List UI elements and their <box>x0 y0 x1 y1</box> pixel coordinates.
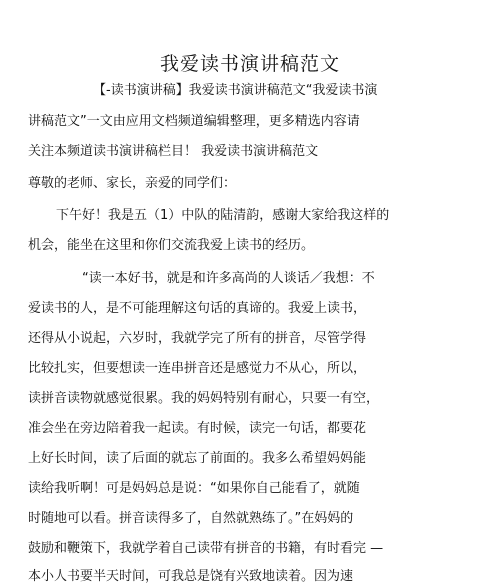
paragraph-line: 读拼音读物就感觉很累。我的妈妈特别有耐心，只要一有空， <box>28 391 380 406</box>
paragraph-line: 准会坐在旁边陪着我一起读。有时候，读完一句话，都要花 <box>28 421 367 436</box>
paragraph-line: 下午好！我是五（1）中队的陆清韵，感谢大家给我这样的 <box>56 208 390 223</box>
intro-line: 讲稿范文”一文由应用文档频道编辑整理，更多精选内容请 <box>28 114 360 129</box>
paragraph-line: 本小人书要半天时间，可我总是饶有兴致地读着。因为速 <box>28 569 354 584</box>
paragraph-line: “读一本好书，就是和许多高尚的人谈话／我想：不 <box>82 271 375 286</box>
paragraph-line: 鼓励和鞭策下，我就学着自己读带有拼音的书籍，有时看完 — <box>28 541 384 556</box>
paragraph-line: 时随地可以看。拼音读得多了，自然就熟练了。”在妈妈的 <box>28 511 354 526</box>
paragraph-line: 比较扎实，但要想读一连串拼音还是感觉力不从心，所以， <box>28 361 367 376</box>
paragraph-line: 机会，能坐在这里和你们交流我爱上读书的经历。 <box>28 238 315 253</box>
document-title: 我爱读书演讲稿范文 <box>159 53 340 75</box>
paragraph-line: 上好长时间，读了后面的就忘了前面的。我多么希望妈妈能 <box>28 451 367 466</box>
paragraph-line: 读给我听啊！可是妈妈总是说：“如果你自己能看了，就随 <box>28 481 360 496</box>
intro-line: 【-读书演讲稿】我爱读书演讲稿范文“我爱读书演 <box>93 83 378 98</box>
paragraph-line: 爱读书的人，是不可能理解这句话的真谛的。我爱上读书， <box>28 301 367 316</box>
intro-line: 关注本频道读书演讲稿栏目！ 我爱读书演讲稿范文 <box>28 144 319 159</box>
greeting-line: 尊敬的老师、家长，亲爱的同学们： <box>28 176 237 191</box>
paragraph-line: 还得从小说起，六岁时，我就学完了所有的拼音，尽管学得 <box>28 331 367 346</box>
